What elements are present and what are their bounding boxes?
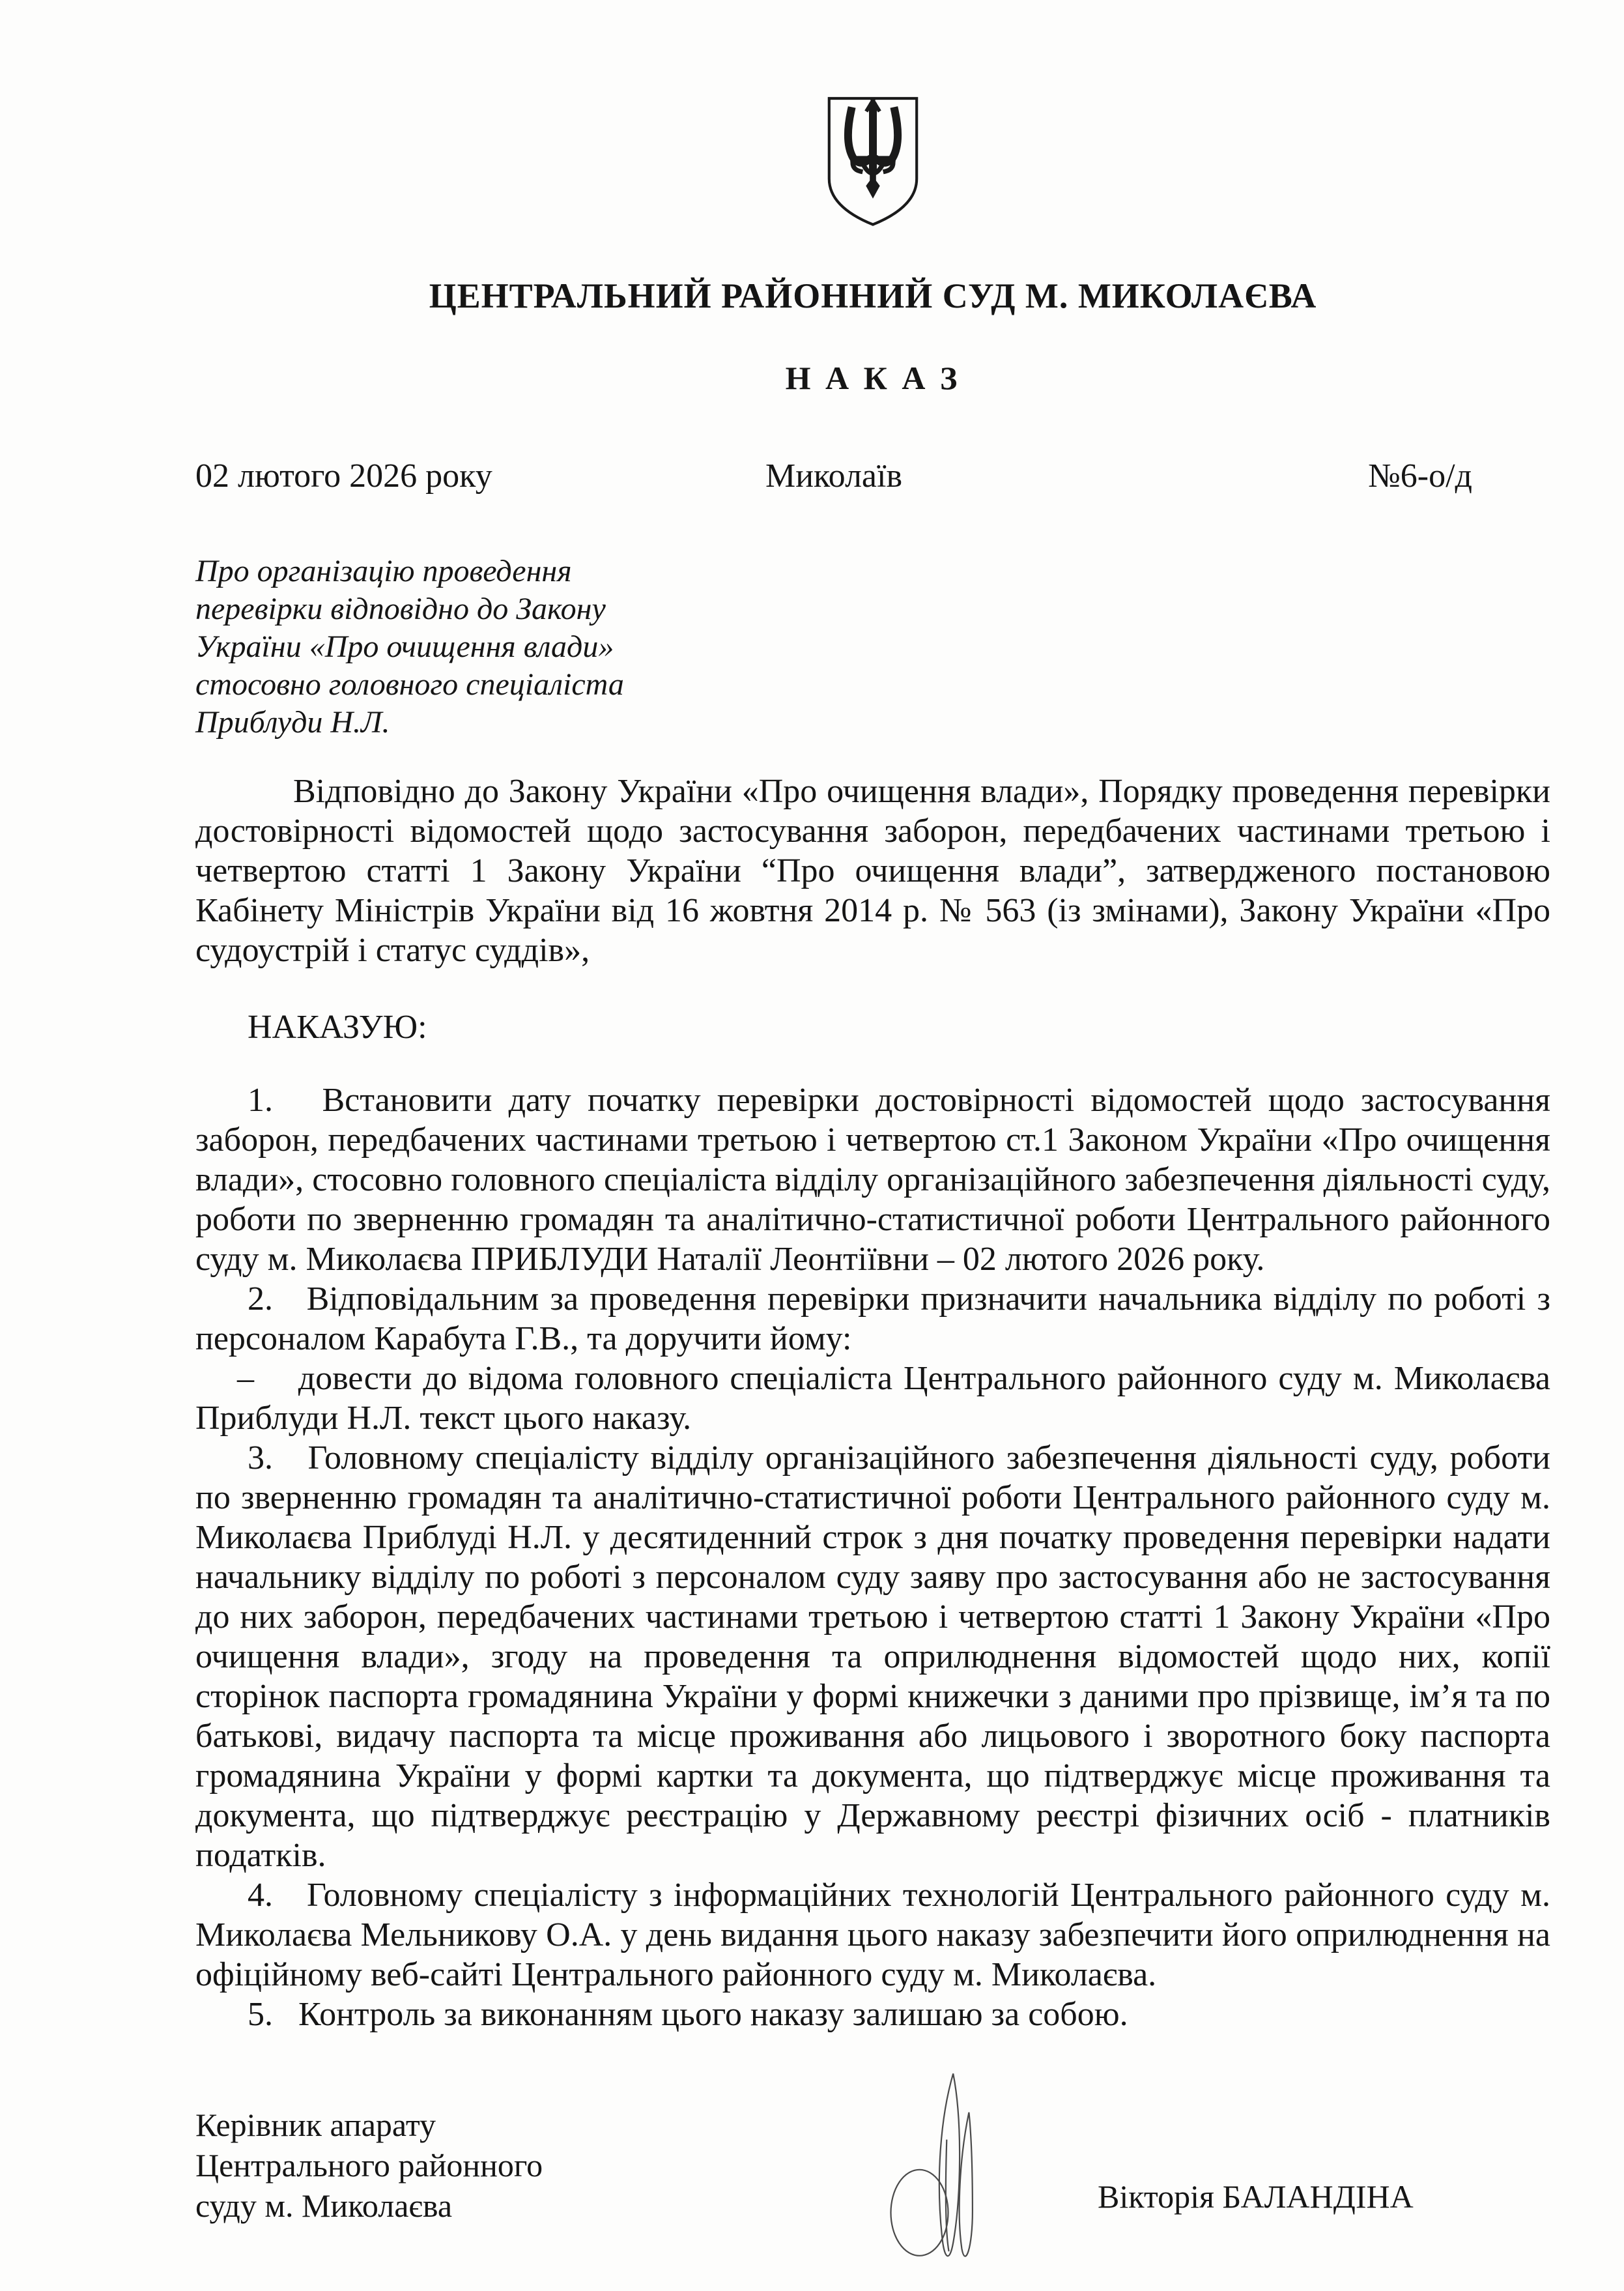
subject-line: Про організацію проведення (195, 554, 572, 588)
court-name-heading: ЦЕНТРАЛЬНИЙ РАЙОННИЙ СУД М. МИКОЛАЄВА (429, 276, 1317, 315)
subject-line: Приблуди Н.Л. (195, 705, 390, 740)
handwritten-signature (883, 2071, 1006, 2286)
document-city: Миколаїв (765, 457, 902, 495)
order-item-5: 5. Контроль за виконанням цього наказу залишаю за собою. (248, 1996, 1128, 2033)
document-date: 02 лютого 2026 року (195, 457, 492, 495)
order-word: НАКАЗУЮ: (248, 1009, 427, 1046)
subject-line: перевірки відповідно до Закону (195, 592, 606, 626)
order-item-2-subitem: – довести до відома головного спеціаліста Центрального районного суду м. Миколаєва Приблуди Н.Л. текст цього наказу. (195, 1360, 1550, 1437)
document-meta-row (195, 457, 1550, 495)
subject-line: України «Про очищення влади» (195, 629, 614, 664)
signer-position-line: Центрального районного (195, 2147, 543, 2183)
order-items-list (195, 1080, 1550, 2034)
order-item-2: 2. Відповідальним за проведення перевірки призначити начальника відділу по роботі з персоналом Карабута Г.В., та доручити йому: (195, 1280, 1550, 1357)
subject-block (195, 553, 1550, 742)
order-item-1: 1. Встановити дату початку перевірки достовірності відомостей щодо застосування заборон, передбачених частинами третьою і четвертою ст.1 Законом України «Про очищення влади», стосовно головного спеціаліста відділу організаційного забезпечення діяльності суду, роботи по зверненню громадян та аналітично-статистичної роботи Центрального районного суду м. Миколаєва ПРИБЛУДИ Наталії Леонтіївни – 02 лютого 2026 року. (195, 1082, 1550, 1278)
emblem-container (195, 93, 1550, 230)
subject-line: стосовно головного спеціаліста (195, 667, 624, 702)
order-item-3: 3. Головному спеціалісту відділу організаційного забезпечення діяльності суду, роботи по зверненню громадян та аналітично-статистичної роботи Центрального районного суду м. Миколаєва Приблуді Н.Л. у десятиденний строк з дня початку проведення перевірки надати начальнику відділу по роботі з персоналом суду заяву про застосування або не застосування до них заборон, передбачених частинами третьою і четвертою статті 1 Закону України «Про очищення влади», згоду на проведення та оприлюднення відомостей щодо них, копії сторінок паспорта громадянина України у формі книжечки з даними про прізвище, ім’я та по батькові, видачу паспорта та місце проживання або лицьового і зворотного боку паспорта громадянина України у формі картки та документа, що підтверджує місце проживання та документа, що підтверджує реєстрацію у Державному реєстрі фізичних осіб - платників податків. (195, 1439, 1550, 1874)
signer-position-line: суду м. Миколаєва (195, 2187, 453, 2224)
document-type-heading: Н А К А З (785, 360, 961, 396)
order-item-4: 4. Головному спеціалісту з інформаційних технологій Центрального районного суду м. Миколаєва Мельникову О.А. у день видання цього наказу забезпечити його оприлюднення на офіційному веб-сайті Центрального районного суду м. Миколаєва. (195, 1877, 1550, 1993)
document-number: №6-о/д (1368, 457, 1472, 495)
signature-block (195, 2105, 1550, 2226)
preamble-paragraph: Відповідно до Закону України «Про очищення влади», Порядку проведення перевірки достовірності відомостей щодо застосування заборон, передбачених частинами третьою і четвертою статті 1 Закону України “Про очищення влади”, затвердженого постановою Кабінету Міністрів України від 16 жовтня 2014 р. № 563 (із змінами), Закону України «Про судоустрій і статус суддів», (195, 773, 1550, 969)
signer-position-line: Керівник апарату (195, 2107, 436, 2143)
ukraine-trident-emblem-icon (820, 93, 926, 229)
signer-name: Вікторія БАЛАНДІНА (1098, 2178, 1414, 2215)
